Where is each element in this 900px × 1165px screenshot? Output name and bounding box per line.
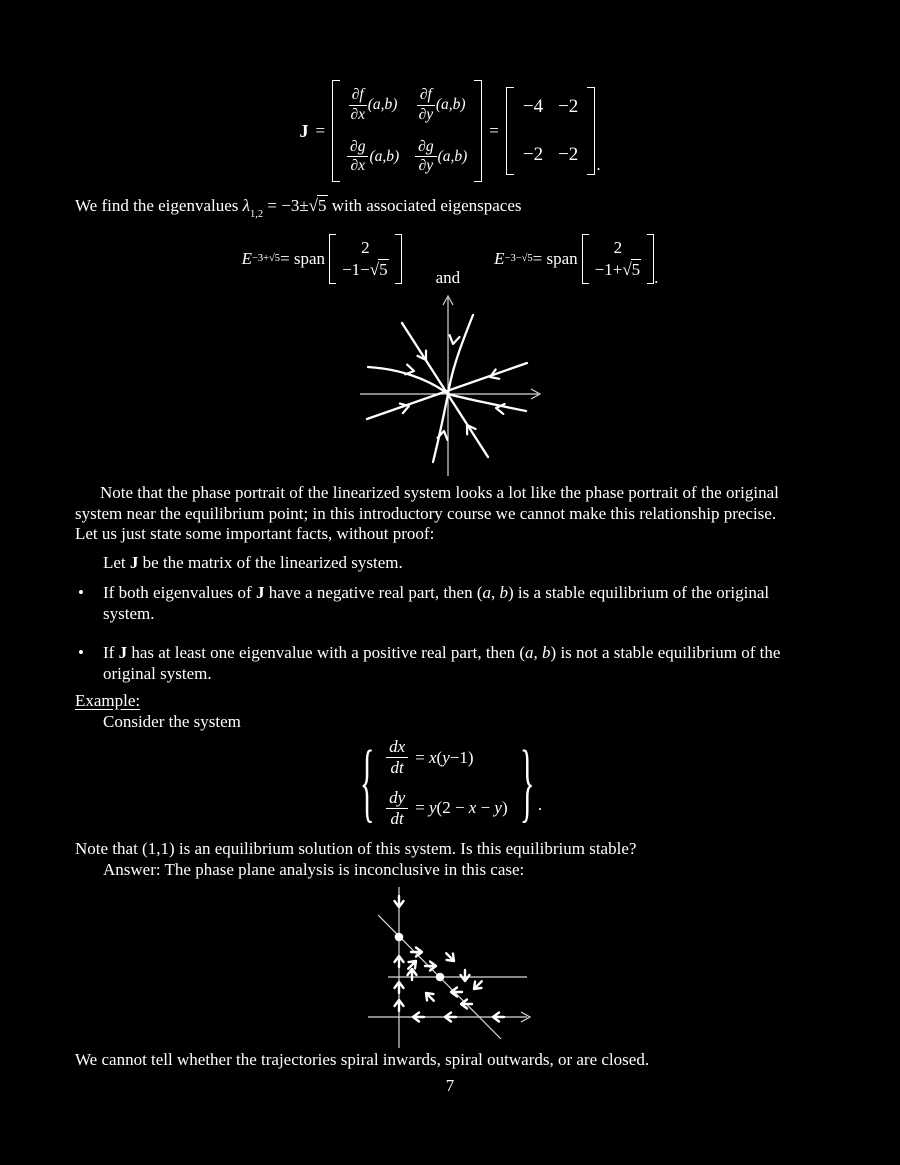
trajectory-curve (433, 394, 448, 462)
equals-sign: = (489, 121, 499, 140)
example-heading: Example: (75, 691, 141, 710)
lambda-symbol: λ (242, 196, 251, 215)
equilibrium-point (436, 973, 445, 982)
paragraph-line: Note that the phase portrait of the linearized system looks a lot like the phase portrait of the original (100, 483, 779, 502)
period: . (537, 795, 543, 814)
matrix-value: −2 (558, 144, 579, 165)
equilibrium-note: Note that (1,1) is an equilibrium solution of this system. Is this equilibrium stable? (75, 839, 637, 858)
bullet-line: If both eigenvalues of J have a negative real part, then (a, b) is a stable equilibrium of the original (103, 583, 770, 602)
bullet-line: system. (103, 603, 155, 623)
bullet-marker: • (78, 643, 84, 662)
matrix-value: −2 (558, 96, 579, 117)
right-brace: } (519, 733, 535, 833)
matrix-cell: $\frac{\partial g}{\partial x}$ (a,b) (347, 139, 399, 175)
note-paragraph (75, 483, 837, 545)
direction-field-arrows (395, 896, 505, 1022)
matrix-cell: $\frac{\partial g}{\partial y}$ (a,b) (415, 139, 467, 175)
eigenvector: 2 −1−√5 (329, 234, 402, 284)
equilibrium-point (395, 933, 404, 942)
flow-arrow (493, 1013, 504, 1022)
matrix-right-bracket (587, 87, 595, 175)
flow-arrow (395, 896, 404, 907)
flow-arrow (445, 1013, 456, 1022)
matrix-left-bracket (506, 87, 514, 175)
equals-sign: = (315, 121, 326, 140)
ode-system (0, 731, 900, 835)
matrix-right-bracket (474, 80, 482, 181)
matrix-symbol-J: J (129, 553, 139, 572)
matrix-cell: $\frac{\partial f}{\partial y}$ (a,b) (418, 86, 466, 123)
eigenspace-subscript: −3−√5 (504, 252, 533, 264)
matrix-left-bracket (332, 80, 340, 181)
sqrt-5: √5 (308, 196, 327, 215)
trajectory-line (402, 323, 488, 457)
eigenvector: 2 −1+√5 (582, 234, 655, 284)
trajectory-curve (448, 394, 526, 411)
facts-intro: Let J be the matrix of the linearized system. (103, 553, 403, 572)
answer-line: Answer: The phase plane analysis is inconclusive in this case: (103, 860, 525, 879)
symbolic-jacobian-matrix (332, 80, 482, 181)
eigenspace-1: E −3+√5 = span 2 −1−√5 (242, 234, 402, 284)
page-number: 7 (445, 1076, 455, 1095)
phase-plane-direction-field (355, 885, 545, 1050)
instability-fact-bullet (75, 643, 847, 684)
jacobian-equation (0, 70, 900, 192)
eigenspace-2: E −3−√5 = span 2 −1+√5 . (494, 234, 658, 284)
eigenvalues-sentence: We find the eigenvalues $\lambda_{1,2} = -3\pm√5$ with associated eigenspaces (75, 196, 522, 220)
bullet-line: If J has at least one eigenvalue with a positive real part, then (a, b) is not a stable equilibrium of the (103, 643, 781, 662)
conclusion-line: We cannot tell whether the trajectories spiral inwards, spiral outwards, or are closed. (75, 1050, 650, 1069)
eigenspaces-row (0, 226, 900, 292)
bullet-marker: • (78, 583, 84, 602)
flow-arrow (395, 1000, 404, 1011)
flow-arrow (395, 956, 404, 967)
paragraph-line: system near the equilibrium point; in this introductory course we cannot make this relationship precise. (75, 503, 777, 523)
trajectory-line (367, 363, 527, 419)
flow-arrow (425, 962, 436, 971)
flow-arrow (443, 950, 457, 964)
flow-arrow (413, 1013, 424, 1022)
flow-arrow (471, 978, 485, 992)
numeric-jacobian-matrix (506, 87, 595, 175)
matrix-value: −4 (522, 96, 544, 117)
bullet-line: original system. (103, 663, 212, 683)
lambda-subscript: 1,2 (250, 209, 264, 220)
sqrt-5: √5 (369, 259, 388, 279)
flow-arrow (395, 982, 404, 993)
trajectory-curve (368, 367, 448, 394)
matrix-cell: $\frac{\partial f}{\partial x}$ (a,b) (350, 86, 398, 123)
flow-arrow (423, 990, 437, 1004)
eigenspace-subscript: −3+√5 (251, 252, 281, 264)
paragraph-line: Let us just state some important facts, without proof: (75, 524, 435, 543)
and-word: and (435, 267, 461, 287)
period: . (654, 267, 659, 287)
ode-equation-1: $\frac{dx}{dt}$ = x(y−1) (386, 738, 473, 777)
left-brace: { (359, 733, 375, 833)
matrix-value: −2 (522, 144, 544, 165)
sqrt-5: √5 (622, 259, 641, 279)
ode-equation-2: $\frac{dy}{dt}$ = y(2 − x − y) (386, 789, 508, 828)
flow-arrow (408, 969, 417, 980)
example-lead: Consider the system (103, 712, 241, 731)
period: . (596, 155, 601, 174)
axes-and-nullclines (368, 887, 530, 1048)
flow-arrow (451, 988, 462, 997)
matrix-symbol-J: J (299, 120, 309, 141)
flow-arrow (448, 335, 459, 345)
flow-arrows (400, 335, 505, 440)
flow-arrow (461, 970, 470, 981)
stability-fact-bullet (75, 583, 847, 624)
phase-portrait-stable-node (340, 290, 560, 480)
flow-arrow (411, 948, 422, 957)
